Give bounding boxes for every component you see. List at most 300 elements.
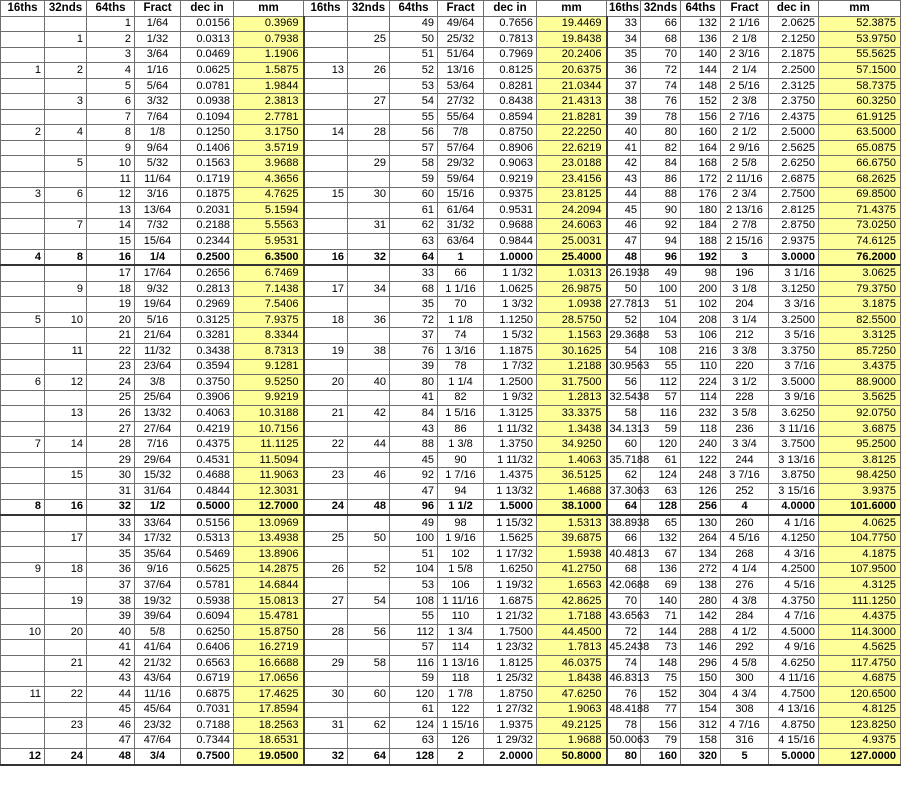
table-cell: 276 [721,578,769,594]
table-cell: 9.1281 [234,359,304,375]
table-cell [348,16,390,32]
table-cell: 1.6250 [484,562,537,578]
table-cell: 0.4375 [181,437,234,453]
table-cell: 48.4188 [607,702,641,718]
table-cell: 72 [641,63,681,79]
table-cell: 2.1875 [769,47,819,63]
table-cell: 154 [681,702,721,718]
table-cell: 1.2500 [484,375,537,391]
table-cell: 220 [721,359,769,375]
table-cell: 1 15/32 [484,515,537,531]
table-cell: 17.8594 [234,702,304,718]
table-cell: 43 [607,172,641,188]
table-cell: 20.6375 [537,63,607,79]
table-cell [348,359,390,375]
table-cell: 1 29/32 [484,733,537,749]
table-cell: 107.9500 [819,562,901,578]
table-cell: 316 [721,733,769,749]
table-cell: 47 [390,483,438,499]
table-cell: 80 [641,125,681,141]
table-cell: 1.1875 [484,344,537,360]
table-cell: 60.3250 [819,94,901,110]
table-cell: 2 7/16 [721,109,769,125]
table-cell: 19 [45,593,87,609]
table-cell [45,172,87,188]
table-cell: 4 1/2 [721,624,769,640]
table-cell: 37/64 [135,578,181,594]
table-cell: 72 [390,312,438,328]
table-cell [348,203,390,219]
table-cell: 5.9531 [234,234,304,250]
table-row [1,671,901,687]
table-cell: 39/64 [135,609,181,625]
table-cell: 12 [1,749,45,765]
table-cell: 224 [681,375,721,391]
table-cell: 4 13/16 [769,702,819,718]
table-cell: 8 [45,249,87,265]
table-cell: 0.8906 [484,140,537,156]
table-cell: 1.9844 [234,78,304,94]
table-cell: 102 [681,297,721,313]
table-cell [45,390,87,406]
table-cell: 1.8125 [484,655,537,671]
table-cell: 42.0688 [607,578,641,594]
table-cell: 3 15/16 [769,483,819,499]
column-header: 64ths [390,1,438,17]
table-cell [45,483,87,499]
table-row [1,437,901,453]
table-cell: 27.7813 [607,297,641,313]
table-cell [348,483,390,499]
table-cell [304,47,348,63]
table-cell: 12 [87,187,135,203]
table-cell: 5 [87,78,135,94]
table-cell: 5 [1,312,45,328]
table-cell: 0.6563 [181,655,234,671]
table-cell: 80 [390,375,438,391]
table-cell [348,172,390,188]
table-cell: 55 [390,109,438,125]
table-cell: 1 9/16 [438,531,484,547]
table-cell: 0.8594 [484,109,537,125]
table-cell: 288 [681,624,721,640]
table-row [1,702,901,718]
table-cell: 0.4844 [181,483,234,499]
table-cell: 55/64 [438,109,484,125]
table-cell: 1.7188 [537,609,607,625]
table-cell: 29 [304,655,348,671]
table-cell [1,390,45,406]
table-cell: 102 [438,547,484,563]
table-row [1,499,901,515]
table-cell: 3.1250 [769,281,819,297]
table-cell: 128 [390,749,438,765]
table-cell: 3.1875 [819,297,901,313]
table-cell: 9 [87,140,135,156]
table-cell: 26 [87,406,135,422]
table-cell: 5 [45,156,87,172]
table-cell: 24 [87,375,135,391]
table-cell: 64 [348,749,390,765]
table-cell: 320 [681,749,721,765]
table-cell: 35/64 [135,547,181,563]
table-cell: 51/64 [438,47,484,63]
table-cell [304,16,348,32]
table-cell: 35.7188 [607,452,641,468]
table-cell [1,16,45,32]
column-header: 32nds [641,1,681,17]
table-cell: 21/32 [135,655,181,671]
table-cell: 7.5406 [234,297,304,313]
table-cell: 1.5000 [484,499,537,515]
table-cell: 216 [681,344,721,360]
table-cell: 112 [390,624,438,640]
table-cell: 23 [45,718,87,734]
table-cell: 1 9/32 [484,390,537,406]
table-cell: 78 [607,718,641,734]
table-cell: 78 [438,359,484,375]
table-cell: 44 [87,687,135,703]
table-cell: 50 [390,32,438,48]
table-cell: 2.7781 [234,109,304,125]
table-cell: 0.9531 [484,203,537,219]
table-row [1,203,901,219]
table-row [1,156,901,172]
table-row [1,687,901,703]
table-cell: 48 [348,499,390,515]
table-cell: 2.1250 [769,32,819,48]
table-cell: 94 [438,483,484,499]
table-cell: 123.8250 [819,718,901,734]
table-cell: 1.0938 [537,297,607,313]
table-cell: 0.2031 [181,203,234,219]
table-cell: 176 [681,187,721,203]
table-cell: 2 1/4 [721,63,769,79]
table-cell: 15/32 [135,468,181,484]
table-cell: 47/64 [135,733,181,749]
table-cell: 61 [641,452,681,468]
table-cell: 41.2750 [537,562,607,578]
table-cell: 31.7500 [537,375,607,391]
table-cell: 45 [87,702,135,718]
table-cell: 29.3688 [607,328,641,344]
table-cell: 13 [45,406,87,422]
column-header: mm [537,1,607,17]
table-cell: 134 [681,547,721,563]
table-cell: 0.9375 [484,187,537,203]
table-cell: 4 1/4 [721,562,769,578]
table-cell: 4 [45,125,87,141]
table-row [1,375,901,391]
table-cell [304,32,348,48]
table-row [1,94,901,110]
table-cell: 79 [641,733,681,749]
table-cell: 117.4750 [819,655,901,671]
table-cell: 34 [607,32,641,48]
table-cell: 10 [45,312,87,328]
table-cell: 25.0031 [537,234,607,250]
table-cell: 30 [304,687,348,703]
table-cell: 32 [304,749,348,765]
table-cell: 62 [348,718,390,734]
table-cell: 33 [87,515,135,531]
table-cell: 4 [721,499,769,515]
table-cell: 43.6563 [607,609,641,625]
table-cell: 3 9/16 [769,390,819,406]
table-cell: 13 [87,203,135,219]
table-cell [45,671,87,687]
table-row [1,187,901,203]
table-cell: 30.9563 [607,359,641,375]
table-cell: 3 1/8 [721,281,769,297]
table-cell: 5/32 [135,156,181,172]
table-row [1,406,901,422]
table-cell: 1.5938 [537,547,607,563]
table-cell: 4 11/16 [769,671,819,687]
table-cell: 59 [641,421,681,437]
table-row [1,452,901,468]
table-cell [45,421,87,437]
table-cell: 236 [721,421,769,437]
table-cell [45,78,87,94]
table-cell: 58.7375 [819,78,901,94]
table-cell: 55 [641,359,681,375]
table-cell: 38 [348,344,390,360]
table-cell: 1 11/32 [484,452,537,468]
table-cell: 39 [607,109,641,125]
table-cell: 7.1438 [234,281,304,297]
table-cell: 26 [348,63,390,79]
table-cell: 4 9/16 [769,640,819,656]
table-cell: 35 [87,547,135,563]
table-cell: 9/16 [135,562,181,578]
table-cell [1,297,45,313]
table-cell: 13.4938 [234,531,304,547]
table-cell [1,32,45,48]
table-cell: 57 [390,640,438,656]
table-cell: 14 [45,437,87,453]
table-cell: 19.4469 [537,16,607,32]
table-cell [45,640,87,656]
table-cell: 37 [87,578,135,594]
table-cell: 13.8906 [234,547,304,563]
table-cell: 19/64 [135,297,181,313]
table-cell: 0.5469 [181,547,234,563]
table-cell: 47.6250 [537,687,607,703]
table-cell: 0.2500 [181,249,234,265]
table-cell: 1 1/2 [438,499,484,515]
table-cell [1,156,45,172]
table-cell: 5/64 [135,78,181,94]
table-cell: 37 [390,328,438,344]
table-cell: 79.3750 [819,281,901,297]
table-cell: 23 [87,359,135,375]
table-cell: 32 [348,249,390,265]
table-cell: 46 [607,218,641,234]
table-cell: 100 [641,281,681,297]
table-cell: 2.9375 [769,234,819,250]
table-row [1,140,901,156]
table-cell: 1.7813 [537,640,607,656]
table-cell: 0.7656 [484,16,537,32]
table-cell: 3.4375 [819,359,901,375]
table-cell: 74 [641,78,681,94]
table-row [1,655,901,671]
table-cell [1,483,45,499]
table-row [1,281,901,297]
table-cell: 110 [681,359,721,375]
table-cell: 3.1750 [234,125,304,141]
table-cell: 0.1094 [181,109,234,125]
table-row [1,125,901,141]
table-cell: 61 [390,702,438,718]
table-cell: 39 [390,359,438,375]
table-cell: 212 [721,328,769,344]
table-cell: 1 15/16 [438,718,484,734]
table-cell: 1 7/32 [484,359,537,375]
table-cell [348,140,390,156]
table-cell: 22 [87,344,135,360]
table-cell: 142 [681,609,721,625]
table-row [1,547,901,563]
table-row [1,531,901,547]
table-cell: 3 3/8 [721,344,769,360]
table-cell: 3/32 [135,94,181,110]
table-cell [1,733,45,749]
table-cell: 3/64 [135,47,181,63]
table-cell: 5.5563 [234,218,304,234]
table-cell: 1.5313 [537,515,607,531]
table-row [1,16,901,32]
column-header: 32nds [348,1,390,17]
column-header: 16ths [304,1,348,17]
table-cell: 1.2188 [537,359,607,375]
table-cell: 21 [87,328,135,344]
table-cell: 0.9219 [484,172,537,188]
table-row [1,578,901,594]
table-cell: 24.6063 [537,218,607,234]
table-cell: 4.0625 [819,515,901,531]
table-cell: 152 [681,94,721,110]
table-cell: 3 1/16 [769,265,819,281]
table-cell: 23 [304,468,348,484]
table-cell: 68 [390,281,438,297]
table-cell: 27 [348,94,390,110]
table-cell: 11/16 [135,687,181,703]
table-cell: 128 [641,499,681,515]
table-cell: 5/8 [135,624,181,640]
table-cell: 1.9063 [537,702,607,718]
table-cell: 272 [681,562,721,578]
table-cell [304,483,348,499]
table-cell [1,406,45,422]
table-cell: 4 [87,63,135,79]
table-cell: 53 [390,578,438,594]
table-cell: 18 [304,312,348,328]
table-cell: 11 [45,344,87,360]
table-cell: 65.0875 [819,140,901,156]
table-cell: 172 [681,172,721,188]
table-cell: 120 [641,437,681,453]
table-cell: 6 [87,94,135,110]
table-cell: 7 [45,218,87,234]
table-cell: 192 [681,249,721,265]
table-cell: 7/8 [438,125,484,141]
table-cell [45,733,87,749]
table-cell: 4.0000 [769,499,819,515]
table-row [1,312,901,328]
table-cell: 1.8750 [484,687,537,703]
table-cell: 3 7/16 [769,359,819,375]
table-cell: 26 [304,562,348,578]
table-cell: 88 [390,437,438,453]
table-cell: 41 [390,390,438,406]
table-cell: 85.7250 [819,344,901,360]
table-cell: 22 [304,437,348,453]
table-cell: 0.0469 [181,47,234,63]
table-cell: 4 5/8 [721,655,769,671]
table-cell: 30 [348,187,390,203]
table-cell: 39 [87,609,135,625]
table-cell: 312 [681,718,721,734]
table-cell: 1 27/32 [484,702,537,718]
table-cell: 1/2 [135,499,181,515]
table-cell: 132 [681,16,721,32]
table-cell: 3 7/16 [721,468,769,484]
table-cell: 17/64 [135,265,181,281]
column-header: Fract [721,1,769,17]
table-cell: 90 [641,203,681,219]
table-cell [45,515,87,531]
table-cell: 0.9063 [484,156,537,172]
table-cell: 77 [641,702,681,718]
table-cell: 32 [87,499,135,515]
table-cell: 82 [641,140,681,156]
table-cell: 1.0625 [484,281,537,297]
table-cell: 1 1/8 [438,312,484,328]
table-row [1,733,901,749]
table-cell: 25.4000 [537,249,607,265]
table-cell [1,109,45,125]
table-cell: 3 [1,187,45,203]
table-cell: 0.4063 [181,406,234,422]
table-cell: 2.5625 [769,140,819,156]
table-cell: 37.3063 [607,483,641,499]
table-cell: 94 [641,234,681,250]
table-cell: 90 [438,452,484,468]
table-cell [1,218,45,234]
table-cell: 72 [607,624,641,640]
table-cell [348,609,390,625]
table-row [1,749,901,765]
table-cell: 296 [681,655,721,671]
table-cell [1,702,45,718]
table-cell: 95.2500 [819,437,901,453]
table-cell: 28.5750 [537,312,607,328]
table-cell: 29 [87,452,135,468]
table-cell [304,515,348,531]
table-cell: 56 [607,375,641,391]
table-cell: 63.5000 [819,125,901,141]
table-cell: 56 [390,125,438,141]
table-cell: 2.3125 [769,78,819,94]
table-cell: 54 [607,344,641,360]
table-cell: 0.1250 [181,125,234,141]
table-cell [45,297,87,313]
table-cell [45,109,87,125]
table-cell: 3.5000 [769,375,819,391]
table-cell: 54 [348,593,390,609]
